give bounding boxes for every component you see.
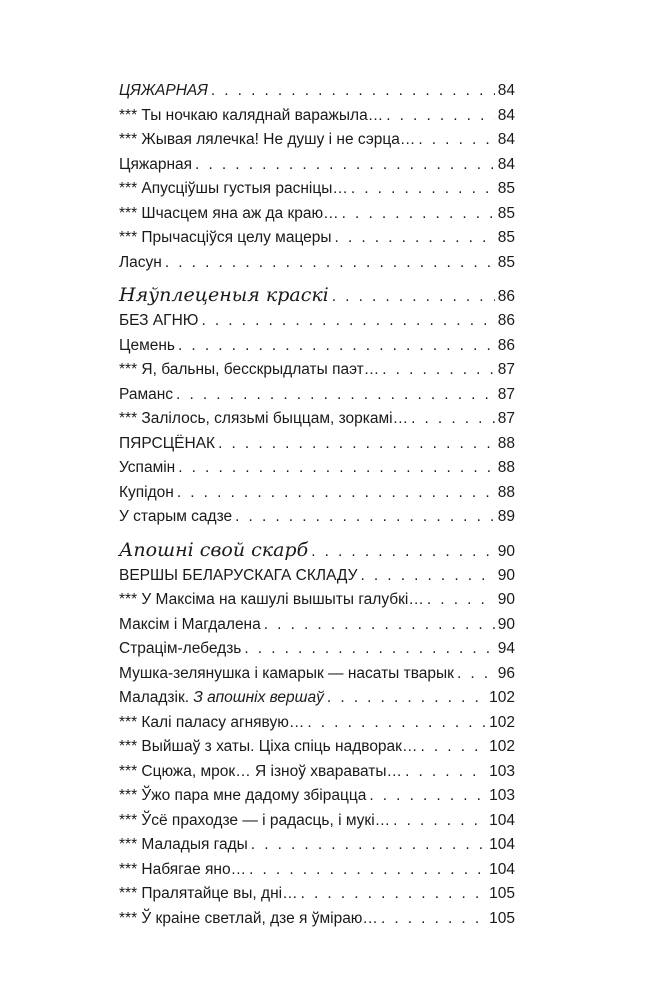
toc-entry-title <box>119 882 298 907</box>
toc-page-number: 96 <box>497 664 515 682</box>
toc-entry-title <box>119 456 175 481</box>
toc-title-part: *** Апусціўшы густыя расніцы… <box>119 180 348 197</box>
toc-page-number: 88 <box>497 483 515 501</box>
toc-dot-leader <box>177 481 495 506</box>
toc-title-part: ЦЯЖАРНАЯ <box>119 82 208 99</box>
toc-page-number: 88 <box>497 434 515 452</box>
toc-title-part: Цяжарная <box>119 155 193 173</box>
toc-entry-title <box>119 735 417 760</box>
toc-dot-leader <box>327 686 486 711</box>
toc-page-number: 104 <box>489 811 515 829</box>
toc-page-number: 87 <box>497 385 515 403</box>
toc-title-part: *** Набягае яно… <box>119 860 247 878</box>
toc-dot-leader <box>360 564 494 589</box>
toc-page-number: 102 <box>489 713 515 731</box>
toc-entry-title <box>119 686 324 711</box>
toc-dot-leader <box>393 809 486 834</box>
toc-page-number: 103 <box>489 787 515 804</box>
toc-entry-title <box>119 153 192 178</box>
toc-title-part: З апошніх вершаў <box>193 689 324 706</box>
toc-page-number: 102 <box>489 689 515 706</box>
toc-page-number: 84 <box>497 155 515 173</box>
toc-title-part: *** Маладыя гады <box>119 836 248 853</box>
toc-entry-title <box>119 334 175 359</box>
toc-title-part: *** У Максіма на кашулі вышыты галубкі… <box>119 591 424 608</box>
toc-title-part: Мушка-зелянушка і камарык — насаты тварык <box>119 664 454 682</box>
toc-title-part: *** Сцюжа, мрок… Я ізноў хвараваты… <box>119 762 403 780</box>
toc-dot-leader <box>420 735 486 760</box>
toc-entry <box>119 177 515 202</box>
toc-title-part: Максім і Магдалена <box>119 615 261 633</box>
toc-entry-title <box>119 432 215 457</box>
toc-title-part: Цемень <box>119 336 175 354</box>
toc-dot-leader <box>386 104 495 129</box>
toc-entry-title <box>119 833 248 858</box>
toc-title-part: *** Ўжо пара мне дадому збірацца <box>119 787 367 804</box>
toc-title-part: *** Выйшаў з хаты. Ціха спіць надворак… <box>119 738 418 755</box>
toc-entry-title <box>119 613 261 638</box>
toc-dot-leader <box>457 662 495 687</box>
toc-page-number: 85 <box>497 180 515 197</box>
toc-entry-title <box>119 177 348 202</box>
toc-dot-leader <box>381 907 486 932</box>
toc-title-part: БЕЗ АГНЮ <box>119 312 199 329</box>
toc-dot-leader <box>351 177 495 202</box>
toc-entry <box>119 588 515 613</box>
toc-section-heading <box>119 537 515 564</box>
toc-entry-title <box>119 760 402 785</box>
toc-entry <box>119 735 515 760</box>
toc-dot-leader <box>332 283 495 310</box>
toc-dot-leader <box>235 505 495 530</box>
toc-entry-title <box>119 784 366 809</box>
toc-entry <box>119 882 515 907</box>
toc-page-number: 84 <box>497 106 515 124</box>
toc-entry <box>119 760 515 785</box>
toc-entry <box>119 613 515 638</box>
toc-page-number: 90 <box>497 542 515 560</box>
toc-entry-title <box>119 358 379 383</box>
toc-title-part: Няўплеценыя краскі <box>119 284 329 306</box>
toc-title-part: Маладзік. <box>119 689 194 706</box>
toc-dot-leader <box>178 456 495 481</box>
toc-dot-leader <box>335 226 495 251</box>
toc-dot-leader <box>301 882 487 907</box>
toc-page-number: 86 <box>497 312 515 329</box>
toc-entry <box>119 79 515 104</box>
toc-entry-title <box>119 251 162 276</box>
toc-page-number: 103 <box>489 762 515 780</box>
toc-title-part: ПЯРСЦЁНАК <box>119 434 216 452</box>
toc-entry <box>119 858 515 883</box>
toc-entry <box>119 637 515 662</box>
toc-entry <box>119 432 515 457</box>
toc-entry <box>119 358 515 383</box>
toc-dot-leader <box>251 833 486 858</box>
toc-title-part: Раманс <box>119 385 174 403</box>
toc-entry-title <box>119 662 454 687</box>
toc-entry-title <box>119 809 390 834</box>
toc-title-part: ВЕРШЫ БЕЛАРУСКАГА СКЛАДУ <box>119 566 358 584</box>
toc-page-number: 90 <box>497 591 515 608</box>
toc-page-number: 105 <box>489 885 515 902</box>
toc-entry <box>119 481 515 506</box>
toc-page-number: 102 <box>489 738 515 755</box>
toc-dot-leader <box>405 760 486 785</box>
toc-entry <box>119 309 515 334</box>
table-of-contents <box>119 79 515 931</box>
toc-entry <box>119 334 515 359</box>
toc-entry-title <box>119 128 415 153</box>
toc-entry <box>119 407 515 432</box>
toc-entry-title <box>119 383 173 408</box>
toc-entry <box>119 505 515 530</box>
toc-page-number: 104 <box>489 836 515 853</box>
toc-page-number: 87 <box>497 361 515 378</box>
toc-dot-leader <box>264 613 495 638</box>
toc-page-number: 86 <box>497 336 515 354</box>
toc-section-heading <box>119 282 515 309</box>
toc-dot-leader <box>311 538 495 565</box>
toc-page-number: 84 <box>497 82 515 99</box>
toc-entry <box>119 564 515 589</box>
toc-entry-title <box>119 637 241 662</box>
toc-page-number: 88 <box>497 459 515 476</box>
toc-entry-title <box>119 564 357 589</box>
toc-entry <box>119 686 515 711</box>
toc-page-number: 90 <box>497 615 515 633</box>
toc-entry <box>119 202 515 227</box>
toc-entry-title <box>119 226 332 251</box>
toc-title-part: Купідон <box>119 483 174 501</box>
toc-title-part: *** Ты ночкаю каляднай варажыла… <box>119 106 384 124</box>
toc-page-number: 87 <box>497 410 515 427</box>
toc-page-number: 85 <box>497 229 515 246</box>
toc-page-number: 94 <box>497 640 515 657</box>
toc-entry <box>119 711 515 736</box>
toc-entry <box>119 833 515 858</box>
toc-dot-leader <box>244 637 494 662</box>
toc-dot-leader <box>218 432 495 457</box>
toc-page-number: 86 <box>497 288 515 305</box>
toc-page-number: 85 <box>497 253 515 271</box>
toc-entry <box>119 104 515 129</box>
toc-entry <box>119 383 515 408</box>
toc-dot-leader <box>249 858 486 883</box>
toc-dot-leader <box>211 79 495 104</box>
toc-title-part: *** Ў краіне светлай, дзе я ўміраю… <box>119 909 378 927</box>
toc-entry-title <box>119 407 408 432</box>
toc-entry <box>119 128 515 153</box>
toc-entry <box>119 907 515 932</box>
toc-title-part: У старым садзе <box>119 508 233 525</box>
toc-entry-title <box>119 481 174 506</box>
toc-title-part: *** Ўсё праходзе — і радасць, і мукі… <box>119 811 391 829</box>
toc-entry <box>119 153 515 178</box>
toc-title-part: *** Залілось, слязьмі быццам, зоркамі… <box>119 410 409 427</box>
toc-dot-leader <box>307 711 486 736</box>
toc-dot-leader <box>201 309 494 334</box>
toc-title-part: *** Жывая лялечка! Не душу і не сэрца… <box>119 131 416 148</box>
toc-entry <box>119 456 515 481</box>
toc-title-part: *** Я, бальны, бесскрыдлаты паэт… <box>119 361 380 378</box>
toc-entry-title <box>119 537 308 564</box>
toc-entry-title <box>119 858 246 883</box>
toc-title-part: *** Прычасціўся целу мацеры <box>119 229 332 246</box>
toc-title-part: *** Пралятайце вы, дні… <box>119 885 298 902</box>
toc-dot-leader <box>165 251 495 276</box>
toc-dot-leader <box>427 588 495 613</box>
toc-dot-leader <box>342 202 495 227</box>
toc-dot-leader <box>411 407 495 432</box>
toc-dot-leader <box>178 334 495 359</box>
toc-entry-title <box>119 202 339 227</box>
toc-entry-title <box>119 505 232 530</box>
toc-entry-title <box>119 588 424 613</box>
toc-entry <box>119 226 515 251</box>
toc-page-number: 84 <box>497 131 515 148</box>
toc-page-number: 104 <box>489 860 515 878</box>
toc-entry <box>119 662 515 687</box>
toc-entry-title <box>119 907 378 932</box>
toc-entry <box>119 784 515 809</box>
toc-page-number: 85 <box>497 204 515 222</box>
toc-title-part: Страцім-лебедзь <box>119 640 242 657</box>
toc-entry-title <box>119 104 383 129</box>
toc-dot-leader <box>176 383 495 408</box>
toc-dot-leader <box>382 358 495 383</box>
toc-page-number: 89 <box>497 508 515 525</box>
toc-dot-leader <box>369 784 486 809</box>
toc-entry <box>119 251 515 276</box>
toc-entry-title <box>119 711 304 736</box>
toc-entry <box>119 809 515 834</box>
toc-page-number: 105 <box>489 909 515 927</box>
toc-title-part: *** Калі паласу агнявую… <box>119 713 305 731</box>
toc-page-number: 90 <box>497 566 515 584</box>
toc-dot-leader <box>195 153 495 178</box>
toc-entry-title <box>119 309 198 334</box>
toc-dot-leader <box>418 128 494 153</box>
toc-entry-title <box>119 282 329 309</box>
toc-title-part: *** Шчасцем яна аж да краю… <box>119 204 339 222</box>
toc-title-part: Успамін <box>119 459 176 476</box>
toc-title-part: Ласун <box>119 253 162 271</box>
toc-entry-title <box>119 79 208 104</box>
toc-title-part: Апошні свой скарб <box>119 538 309 561</box>
